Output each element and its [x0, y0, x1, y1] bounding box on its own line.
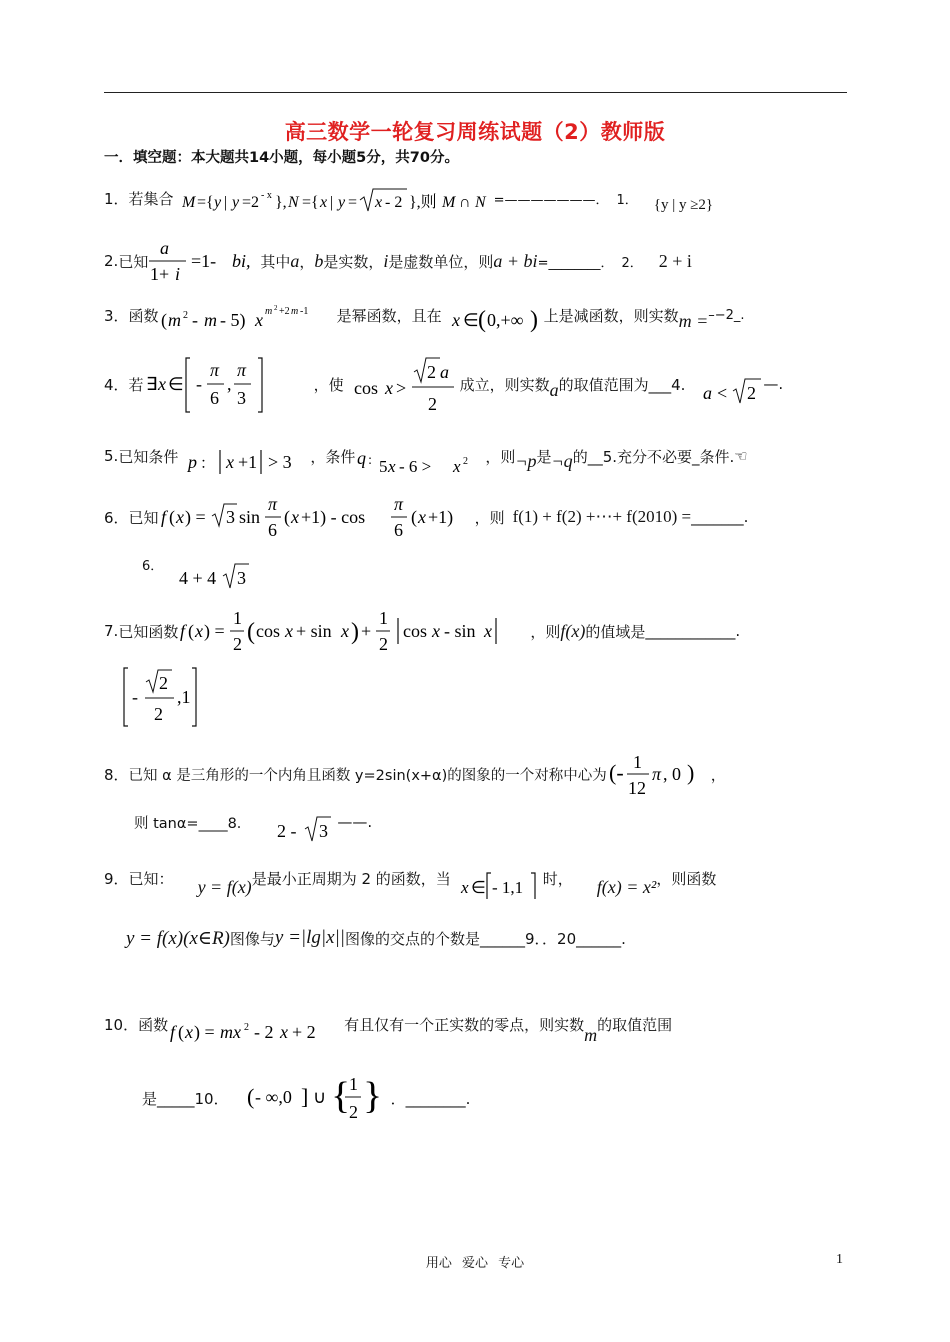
svg-text:p: p [188, 452, 198, 472]
answer-tail: ——. [337, 813, 373, 831]
formula-fx: f(x) [560, 620, 586, 641]
svg-text:M: M [181, 194, 195, 211]
svg-text:(: ( [283, 507, 290, 527]
formula-sum: f(1) + f(2) +⋯+ f(2010) = [512, 507, 692, 526]
svg-text:2: 2 [463, 456, 469, 467]
answer: 2 + i [658, 250, 692, 271]
svg-text:cos: cos [256, 621, 281, 641]
question-text-4: 是 [536, 447, 552, 466]
svg-text:：: ： [200, 454, 216, 472]
svg-text:π: π [267, 494, 277, 514]
question-text-2: 是幂函数，且在 [336, 306, 442, 325]
formula-y-fx: y = f(x) [197, 876, 252, 897]
svg-text:M: M [441, 194, 455, 211]
question-text-5: 图像与 [229, 929, 275, 948]
formula-not-q: ¬q [551, 450, 573, 471]
header-rule [104, 92, 847, 93]
svg-text:={: ={ [301, 194, 319, 211]
svg-text:x: x [451, 310, 460, 330]
svg-text:(-: (- [608, 760, 624, 785]
svg-text:y: y [337, 194, 345, 211]
svg-text:2: 2 [233, 634, 243, 654]
svg-text:}: } [362, 1074, 382, 1117]
svg-text:m: m [167, 310, 181, 330]
svg-text:) =: ) = [194, 1022, 215, 1042]
section-heading: 一．填空题：本大题共14小题，每小题5分，共70分。 [104, 150, 459, 166]
svg-text:x: x [374, 194, 382, 211]
formula-m: m = [678, 310, 709, 331]
svg-text:, 0: , 0 [662, 764, 681, 784]
footer-slogan: 用心 爱心 专心 [425, 1256, 525, 1271]
separator: ， [299, 252, 315, 271]
var-a: a [549, 379, 559, 400]
question-text-2: ，则 [474, 508, 505, 527]
svg-text:-: - [132, 687, 138, 707]
svg-text:1+: 1+ [150, 264, 170, 284]
svg-text:,1: ,1 [177, 687, 191, 707]
formula-fraction [148, 236, 260, 286]
formula-exists-interval [144, 352, 314, 416]
svg-text:x: x [432, 621, 441, 641]
svg-text:2: 2 [182, 310, 188, 321]
svg-text:x: x [384, 378, 393, 398]
svg-text:=: = [347, 194, 357, 211]
question-text-2: 则 tanα=____8． [134, 815, 252, 832]
svg-text:=2: =2 [241, 194, 259, 211]
svg-text:) =: ) = [204, 621, 225, 641]
formula-lg: y =|lg|x|| [274, 927, 346, 948]
question-text-2: ，则 [530, 622, 561, 641]
question-text-3: 的取值范围 [597, 1015, 673, 1034]
svg-text:<: < [717, 383, 728, 403]
question-number: 6． [104, 508, 129, 527]
question-text-3: 的值域是 [585, 622, 646, 641]
svg-text:∈: ∈ [470, 878, 486, 897]
question-text: 已知 α 是三角形的一个内角且函数 y=2sin(x+α)的图象的一个对称中心为 [128, 767, 607, 784]
svg-text:- ∞,0: - ∞,0 [254, 1087, 292, 1107]
formula-not-p: ¬p [515, 450, 537, 471]
svg-text:-1: -1 [299, 306, 308, 317]
question-4 [104, 352, 783, 416]
question-9 [104, 858, 716, 898]
question-text-4: ，则函数 [656, 869, 717, 888]
svg-text:2: 2 [348, 1102, 358, 1122]
svg-text:|: | [329, 194, 333, 211]
question-text: 已知 [118, 252, 149, 271]
svg-text:x: x [185, 1022, 194, 1042]
question-number: 2. [104, 252, 119, 270]
svg-text:x: x [484, 621, 493, 641]
formula-point [607, 748, 711, 800]
svg-text:(: ( [188, 621, 195, 641]
svg-text:1: 1 [233, 608, 243, 628]
svg-text:m: m [203, 310, 217, 330]
question-6 [104, 492, 748, 542]
svg-text:x: x [319, 194, 327, 211]
svg-text:5: 5 [379, 457, 388, 476]
question-text-3: 是实数， [323, 252, 384, 271]
svg-text:+1: +1 [238, 452, 258, 472]
answer-tail: —. [763, 375, 784, 393]
question-text-4: 是虚数单位，则 [388, 252, 494, 271]
svg-text:- 2: - 2 [384, 194, 402, 211]
svg-text:- 6 >: - 6 > [399, 457, 432, 476]
svg-text:- 2: - 2 [254, 1022, 274, 1042]
svg-text:f: f [180, 621, 186, 641]
question-number: 8． [104, 765, 129, 784]
formula-fx-x2: f(x) = x² [596, 876, 657, 897]
question-number: 5. [104, 447, 119, 465]
question-7-answer [118, 662, 208, 732]
svg-text:mx: mx [220, 1022, 242, 1042]
svg-text:m: m [264, 306, 272, 317]
question-text: 若集合 [128, 189, 174, 208]
answer-blank: _______. [691, 508, 749, 526]
svg-text:+: + [361, 621, 372, 641]
answer-label: 1． [616, 192, 638, 208]
svg-text:∈: ∈ [462, 310, 479, 330]
svg-text:6: 6 [393, 520, 403, 540]
question-text-4: 是_____10． [142, 1089, 229, 1108]
svg-text:1: 1 [379, 608, 389, 628]
svg-text:> 3: > 3 [268, 452, 292, 472]
svg-text:- 5): - 5) [219, 310, 246, 330]
formula-interval [450, 296, 544, 334]
answer [245, 1066, 391, 1130]
svg-text:π: π [209, 360, 219, 380]
svg-text:12: 12 [627, 778, 646, 798]
question-1 [104, 180, 713, 216]
svg-text:>: > [395, 378, 406, 398]
svg-text:m: m [290, 306, 298, 317]
svg-text:x: x [254, 310, 263, 330]
answer-label: 2． [621, 255, 643, 271]
answer [275, 809, 337, 849]
svg-text:N: N [287, 194, 299, 211]
svg-text:a: a [160, 238, 170, 258]
question-2 [104, 236, 692, 286]
svg-text:x: x [157, 374, 166, 394]
question-text-2: ，条件 [310, 447, 356, 466]
svg-text:∈: ∈ [167, 374, 184, 394]
question-text: 函数 [138, 1015, 169, 1034]
svg-text:2: 2 [159, 673, 168, 693]
question-number: 3． [104, 306, 129, 325]
svg-text:2: 2 [747, 383, 757, 403]
svg-text:x: x [417, 507, 426, 527]
svg-text:|: | [223, 194, 227, 211]
svg-text:a: a [439, 362, 449, 382]
svg-text:): ) [351, 619, 360, 645]
svg-text:sin: sin [238, 507, 260, 527]
svg-text:3: 3 [236, 388, 246, 408]
question-text-2: 有且仅有一个正实数的零点，则实数 [344, 1015, 585, 1034]
svg-text:3: 3 [237, 568, 247, 588]
svg-text:x: x [341, 621, 350, 641]
var-i: i [383, 250, 389, 271]
svg-text:2: 2 [244, 1022, 250, 1033]
formula-q [355, 442, 485, 478]
svg-text:i: i [175, 264, 181, 284]
question-text-2: ，使 [313, 375, 344, 394]
svg-text:) =: ) = [184, 507, 206, 527]
formula-interval [459, 865, 543, 905]
answer [118, 662, 208, 732]
svg-text:x: x [453, 457, 461, 476]
question-number: 10． [104, 1015, 139, 1034]
svg-text:4 + 4: 4 + 4 [179, 568, 217, 588]
question-6-answer [142, 550, 259, 590]
answer: {y | y ≥2} [653, 196, 714, 213]
svg-text:cos: cos [353, 378, 378, 398]
svg-text:f: f [170, 1022, 176, 1042]
svg-text:q: q [357, 448, 367, 468]
question-text-2: 是最小正周期为 2 的函数，当 [251, 869, 451, 888]
question-9-line-2 [126, 918, 626, 958]
svg-text:]: ] [300, 1084, 308, 1109]
question-text-6: 图像的交点的个数是______9．．20______. [345, 929, 626, 948]
svg-text:(: ( [477, 307, 486, 333]
svg-text:2: 2 [427, 394, 437, 414]
svg-text:0,+∞: 0,+∞ [486, 310, 524, 330]
answer-label: 6． [142, 558, 164, 574]
svg-text:(: ( [247, 619, 256, 645]
svg-text:x: x [195, 621, 204, 641]
question-text-3: 时， [542, 869, 573, 888]
svg-text:-: - [195, 374, 202, 394]
svg-text:},: }, [274, 194, 287, 211]
question-5 [104, 438, 748, 474]
svg-text:(: ( [178, 1022, 185, 1042]
question-text: 函数 [128, 306, 159, 325]
question-text: 已知 [128, 508, 159, 527]
hand-mark-icon: ☜ [734, 447, 748, 465]
formula-sum: a + bi [493, 250, 538, 271]
svg-text:a: a [703, 383, 713, 403]
svg-text:3: 3 [225, 507, 235, 527]
punctuation: ， [710, 765, 726, 784]
svg-text:π: π [651, 764, 661, 784]
svg-text:- x: - x [260, 190, 272, 201]
svg-text:},则: },则 [408, 194, 437, 211]
answer [701, 371, 763, 411]
document-title: 高三数学一轮复习周练试题（2）教师版 [284, 120, 666, 144]
formula-p [186, 442, 310, 478]
svg-text:f: f [160, 507, 166, 527]
var-m: m [584, 1024, 598, 1045]
svg-text:2: 2 [273, 304, 278, 312]
svg-text:N: N [474, 194, 486, 211]
question-10-line-2 [142, 1066, 470, 1130]
formula-f [168, 1018, 344, 1058]
svg-text:(: ( [160, 310, 167, 330]
answer [179, 556, 259, 592]
svg-text:∃: ∃ [145, 374, 157, 394]
formula-f [178, 606, 530, 656]
svg-text:=1-: =1- [191, 251, 217, 271]
svg-text:): ) [686, 760, 695, 785]
answer-blank: ____________. [645, 622, 741, 640]
svg-text:∪: ∪ [312, 1087, 326, 1107]
svg-text:={: ={ [196, 194, 214, 211]
question-number: 1． [104, 189, 129, 208]
svg-text:): ) [529, 307, 538, 333]
svg-text:x: x [280, 1022, 289, 1042]
svg-text:2: 2 [154, 704, 163, 724]
question-text-4: 的取值范围为___4. [558, 375, 686, 394]
answer-blank: =________． [537, 255, 614, 271]
svg-text:(: ( [246, 1084, 254, 1109]
question-text-3: 成立，则实数 [459, 375, 550, 394]
svg-text:x: x [388, 457, 396, 476]
svg-text:2: 2 [379, 634, 389, 654]
svg-text:bi,: bi, [232, 251, 251, 271]
question-number: 7. [104, 622, 119, 640]
svg-text:y: y [213, 194, 221, 211]
question-text-3: ，则 [485, 447, 516, 466]
question-number: 9． [104, 869, 129, 888]
question-7 [104, 606, 740, 656]
svg-text:+1) - cos: +1) - cos [300, 507, 365, 527]
svg-text:x: x [285, 621, 294, 641]
svg-text:x: x [226, 452, 235, 472]
svg-text:cos: cos [403, 621, 428, 641]
svg-text:(: ( [410, 507, 417, 527]
svg-text:+ 2: + 2 [292, 1022, 316, 1042]
svg-text:-: - [191, 310, 198, 330]
svg-text:+2: +2 [278, 306, 290, 317]
answer: –−2_. [708, 307, 745, 323]
question-8 [104, 748, 726, 800]
svg-text:- sin: - sin [444, 621, 476, 641]
question-10 [104, 1004, 672, 1044]
question-8-line-2 [134, 802, 372, 842]
question-text: 已知： [128, 869, 174, 888]
formula-power [159, 296, 337, 334]
svg-text:- 1,1: - 1,1 [491, 878, 523, 897]
question-3 [104, 296, 745, 334]
svg-text:x: x [175, 507, 184, 527]
svg-text::: : [368, 453, 373, 467]
svg-text:6: 6 [267, 520, 277, 540]
svg-text:+ sin: + sin [296, 621, 332, 641]
formula-y-fx-domain: y = f(x)(x∈R) [126, 927, 230, 949]
svg-text:∩: ∩ [458, 194, 471, 211]
question-text-2: 其中 [260, 252, 291, 271]
svg-text:1: 1 [348, 1074, 358, 1094]
question-number: 4． [104, 375, 129, 394]
formula-inequality [352, 352, 460, 416]
svg-text:x: x [460, 878, 469, 897]
answer-tail: ．________. [390, 1089, 471, 1108]
svg-text:y: y [231, 194, 239, 211]
question-text: 已知函数 [118, 622, 179, 641]
svg-text:,: , [226, 374, 232, 394]
var-b: b [314, 250, 324, 271]
svg-text:1: 1 [632, 752, 642, 772]
answer-blank: =———————． [493, 192, 609, 208]
svg-text:6: 6 [209, 388, 219, 408]
svg-text:π: π [393, 494, 403, 514]
question-text-3: 上是减函数，则实数 [543, 306, 679, 325]
svg-text:3: 3 [319, 821, 329, 841]
svg-text:2: 2 [426, 362, 436, 382]
svg-text:+1): +1) [427, 507, 453, 527]
svg-text:{: { [330, 1074, 350, 1117]
svg-text:2 -: 2 - [277, 821, 297, 841]
question-text: 已知条件 [118, 447, 179, 466]
var-a: a [290, 250, 300, 271]
question-text-5: 的__5.充分不必要_条件. [572, 447, 735, 466]
question-text: 若 [128, 375, 144, 394]
svg-text:(: ( [168, 507, 175, 527]
page-number: 1 [836, 1252, 843, 1267]
svg-text:π: π [236, 360, 246, 380]
formula-f [159, 492, 475, 542]
svg-text:x: x [290, 507, 299, 527]
